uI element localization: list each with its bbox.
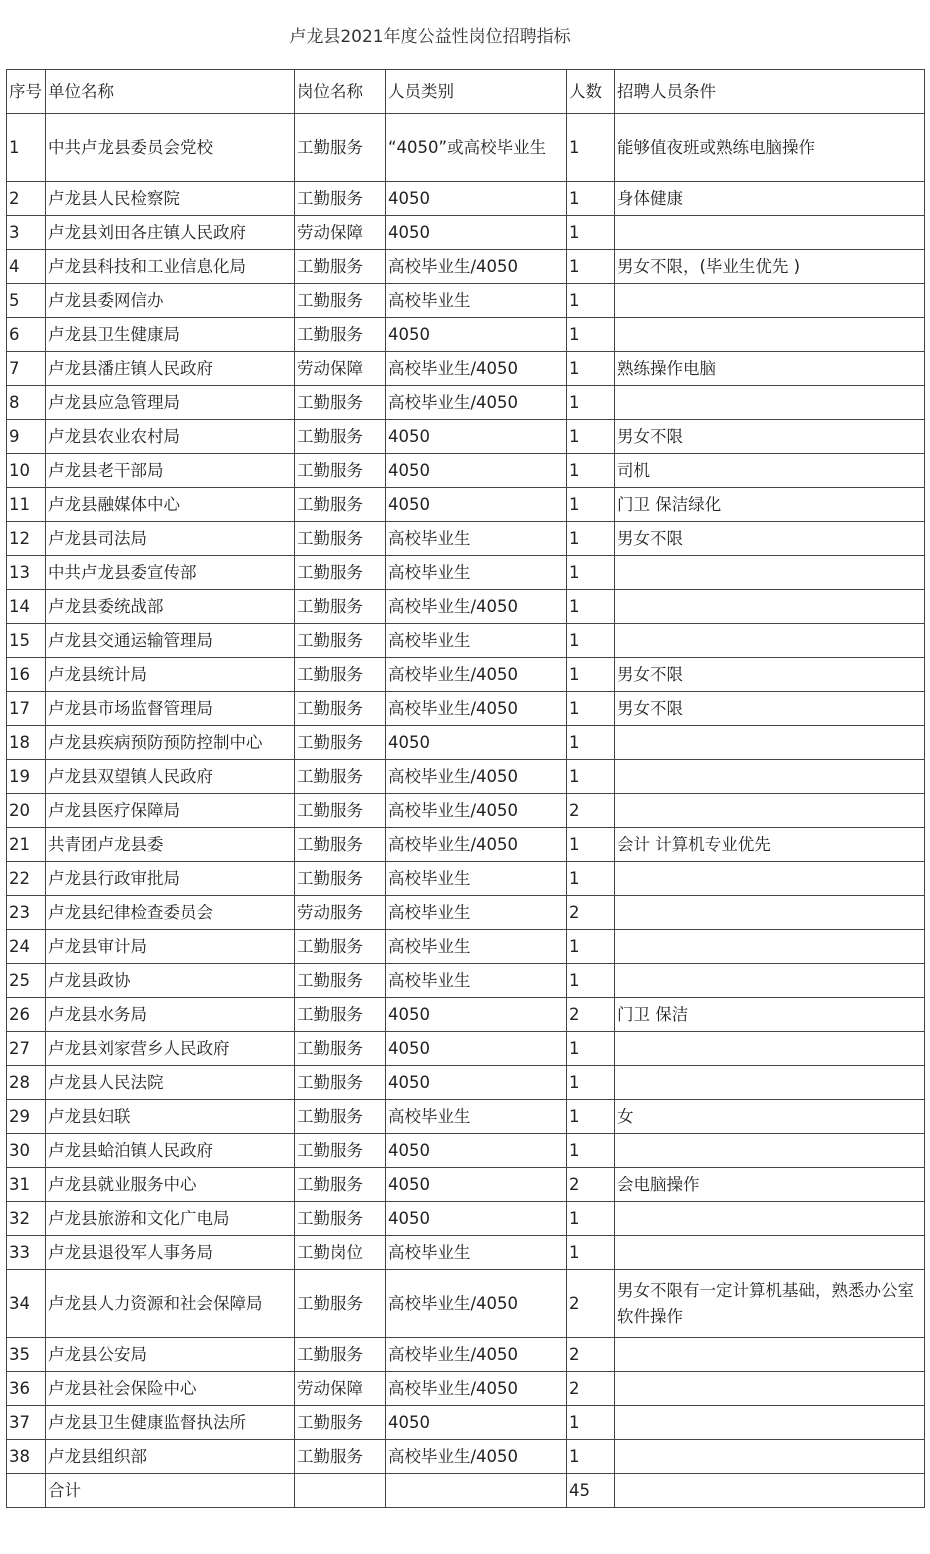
row-category: 4050 (386, 998, 567, 1032)
table-row (7, 1066, 925, 1100)
row-conditions: 男女不限 (615, 522, 925, 556)
row-unit: 卢龙县统计局 (46, 658, 295, 692)
table-row (7, 658, 925, 692)
row-no: 17 (7, 692, 46, 726)
row-no: 28 (7, 1066, 46, 1100)
row-unit: 卢龙县交通运输管理局 (46, 624, 295, 658)
row-category: 高校毕业生/4050 (386, 658, 567, 692)
row-count: 1 (567, 828, 615, 862)
row-no: 6 (7, 318, 46, 352)
table-row (7, 522, 925, 556)
row-no: 37 (7, 1406, 46, 1440)
row-count: 2 (567, 1168, 615, 1202)
row-no: 32 (7, 1202, 46, 1236)
row-unit: 卢龙县妇联 (46, 1100, 295, 1134)
row-count: 1 (567, 420, 615, 454)
row-conditions (615, 964, 925, 998)
row-conditions (615, 284, 925, 318)
row-unit: 卢龙县组织部 (46, 1440, 295, 1474)
table-row (7, 1440, 925, 1474)
row-conditions: 会计 计算机专业优先 (615, 828, 925, 862)
row-count: 1 (567, 182, 615, 216)
table-row (7, 896, 925, 930)
row-unit: 卢龙县潘庄镇人民政府 (46, 352, 295, 386)
row-category: 高校毕业生 (386, 862, 567, 896)
row-conditions (615, 1202, 925, 1236)
row-no: 25 (7, 964, 46, 998)
row-count: 1 (567, 454, 615, 488)
table-row (7, 1236, 925, 1270)
row-count: 1 (567, 1406, 615, 1440)
table-row (7, 998, 925, 1032)
row-conditions (615, 590, 925, 624)
row-count: 2 (567, 794, 615, 828)
row-count: 1 (567, 1202, 615, 1236)
row-category: 4050 (386, 1032, 567, 1066)
row-count: 1 (567, 692, 615, 726)
row-conditions (615, 1134, 925, 1168)
row-conditions (615, 556, 925, 590)
row-unit: 卢龙县刘田各庄镇人民政府 (46, 216, 295, 250)
row-category: 高校毕业生/4050 (386, 1440, 567, 1474)
table-row (7, 590, 925, 624)
row-post: 工勤服务 (295, 1032, 386, 1066)
row-post: 劳动保障 (295, 216, 386, 250)
row-post: 工勤服务 (295, 386, 386, 420)
row-count: 2 (567, 1270, 615, 1338)
row-no: 15 (7, 624, 46, 658)
row-unit: 卢龙县应急管理局 (46, 386, 295, 420)
row-post: 工勤服务 (295, 1440, 386, 1474)
row-category: 高校毕业生/4050 (386, 386, 567, 420)
row-conditions: 熟练操作电脑 (615, 352, 925, 386)
table-row (7, 182, 925, 216)
table-row (7, 216, 925, 250)
row-count: 1 (567, 488, 615, 522)
total-no (7, 1474, 46, 1508)
row-unit: 卢龙县医疗保障局 (46, 794, 295, 828)
table-row (7, 1372, 925, 1406)
table-row (7, 692, 925, 726)
row-conditions: 男女不限 (615, 658, 925, 692)
row-category: 高校毕业生/4050 (386, 692, 567, 726)
row-count: 1 (567, 760, 615, 794)
row-conditions: 男女不限 (615, 692, 925, 726)
row-unit: 卢龙县政协 (46, 964, 295, 998)
row-no: 18 (7, 726, 46, 760)
table-row (7, 318, 925, 352)
row-conditions (615, 726, 925, 760)
row-conditions: 男女不限有一定计算机基础，熟悉办公室软件操作 (615, 1270, 925, 1338)
row-no: 31 (7, 1168, 46, 1202)
row-no: 26 (7, 998, 46, 1032)
row-category: 高校毕业生 (386, 556, 567, 590)
total-count: 45 (567, 1474, 615, 1508)
row-post: 工勤服务 (295, 726, 386, 760)
row-conditions: 门卫 保洁绿化 (615, 488, 925, 522)
row-no: 33 (7, 1236, 46, 1270)
row-count: 1 (567, 1032, 615, 1066)
row-category: “4050”或高校毕业生 (386, 114, 567, 182)
table-row (7, 420, 925, 454)
header-count: 人数 (567, 70, 615, 114)
row-post: 工勤服务 (295, 1270, 386, 1338)
row-unit: 卢龙县老干部局 (46, 454, 295, 488)
table-row (7, 726, 925, 760)
row-count: 1 (567, 590, 615, 624)
total-conditions (615, 1474, 925, 1508)
row-unit: 卢龙县刘家营乡人民政府 (46, 1032, 295, 1066)
row-conditions (615, 794, 925, 828)
header-category: 人员类别 (386, 70, 567, 114)
row-unit: 共青团卢龙县委 (46, 828, 295, 862)
row-unit: 卢龙县融媒体中心 (46, 488, 295, 522)
row-post: 工勤服务 (295, 1406, 386, 1440)
row-no: 14 (7, 590, 46, 624)
row-no: 4 (7, 250, 46, 284)
table-header-row (7, 70, 925, 114)
row-post: 工勤服务 (295, 1338, 386, 1372)
row-count: 1 (567, 1440, 615, 1474)
row-category: 高校毕业生/4050 (386, 1270, 567, 1338)
table-row (7, 828, 925, 862)
row-post: 工勤服务 (295, 794, 386, 828)
row-category: 4050 (386, 318, 567, 352)
row-count: 2 (567, 896, 615, 930)
row-unit: 卢龙县纪律检查委员会 (46, 896, 295, 930)
row-unit: 卢龙县委统战部 (46, 590, 295, 624)
header-no: 序号 (7, 70, 46, 114)
row-conditions (615, 896, 925, 930)
row-unit: 卢龙县公安局 (46, 1338, 295, 1372)
row-conditions: 身体健康 (615, 182, 925, 216)
table-row (7, 1032, 925, 1066)
row-category: 高校毕业生 (386, 1236, 567, 1270)
row-count: 1 (567, 250, 615, 284)
row-no: 2 (7, 182, 46, 216)
table-row (7, 1338, 925, 1372)
row-post: 工勤服务 (295, 488, 386, 522)
row-count: 1 (567, 1236, 615, 1270)
row-conditions (615, 216, 925, 250)
row-unit: 中共卢龙县委员会党校 (46, 114, 295, 182)
total-category (386, 1474, 567, 1508)
row-count: 2 (567, 1372, 615, 1406)
row-post: 工勤服务 (295, 1168, 386, 1202)
row-category: 4050 (386, 1406, 567, 1440)
row-conditions (615, 318, 925, 352)
row-category: 4050 (386, 454, 567, 488)
table-row (7, 454, 925, 488)
row-unit: 卢龙县行政审批局 (46, 862, 295, 896)
row-post: 工勤服务 (295, 828, 386, 862)
row-post: 工勤服务 (295, 1100, 386, 1134)
header-unit: 单位名称 (46, 70, 295, 114)
table-row (7, 1100, 925, 1134)
row-post: 工勤服务 (295, 998, 386, 1032)
row-unit: 卢龙县疾病预防预防控制中心 (46, 726, 295, 760)
row-category: 4050 (386, 420, 567, 454)
row-post: 劳动保障 (295, 1372, 386, 1406)
row-unit: 卢龙县科技和工业信息化局 (46, 250, 295, 284)
row-conditions (615, 1372, 925, 1406)
row-conditions (615, 1236, 925, 1270)
row-no: 5 (7, 284, 46, 318)
row-conditions (615, 386, 925, 420)
row-no: 19 (7, 760, 46, 794)
row-conditions (615, 1032, 925, 1066)
row-post: 工勤服务 (295, 114, 386, 182)
row-post: 工勤服务 (295, 284, 386, 318)
row-conditions (615, 862, 925, 896)
row-conditions: 司机 (615, 454, 925, 488)
row-category: 高校毕业生/4050 (386, 760, 567, 794)
row-unit: 卢龙县就业服务中心 (46, 1168, 295, 1202)
row-count: 1 (567, 556, 615, 590)
row-category: 高校毕业生 (386, 624, 567, 658)
row-count: 1 (567, 1134, 615, 1168)
row-conditions (615, 930, 925, 964)
table-row (7, 1168, 925, 1202)
row-conditions (615, 1406, 925, 1440)
row-category: 高校毕业生/4050 (386, 1372, 567, 1406)
row-unit: 卢龙县卫生健康局 (46, 318, 295, 352)
row-post: 工勤服务 (295, 454, 386, 488)
row-category: 4050 (386, 1134, 567, 1168)
recruitment-table (6, 69, 925, 1508)
row-no: 16 (7, 658, 46, 692)
row-unit: 卢龙县市场监督管理局 (46, 692, 295, 726)
row-count: 1 (567, 1066, 615, 1100)
row-no: 34 (7, 1270, 46, 1338)
row-category: 高校毕业生 (386, 896, 567, 930)
table-row (7, 760, 925, 794)
row-conditions (615, 1338, 925, 1372)
row-post: 工勤服务 (295, 624, 386, 658)
row-category: 高校毕业生/4050 (386, 794, 567, 828)
row-count: 1 (567, 114, 615, 182)
row-unit: 卢龙县人民法院 (46, 1066, 295, 1100)
table-row (7, 794, 925, 828)
row-unit: 卢龙县卫生健康监督执法所 (46, 1406, 295, 1440)
row-category: 高校毕业生/4050 (386, 250, 567, 284)
row-count: 1 (567, 386, 615, 420)
row-category: 4050 (386, 182, 567, 216)
table-row (7, 1406, 925, 1440)
row-category: 4050 (386, 1202, 567, 1236)
table-row (7, 1202, 925, 1236)
total-label: 合计 (46, 1474, 295, 1508)
row-category: 高校毕业生 (386, 930, 567, 964)
row-post: 工勤服务 (295, 760, 386, 794)
row-conditions (615, 1066, 925, 1100)
row-count: 1 (567, 658, 615, 692)
row-unit: 卢龙县人民检察院 (46, 182, 295, 216)
row-post: 工勤服务 (295, 590, 386, 624)
row-category: 4050 (386, 488, 567, 522)
row-unit: 卢龙县审计局 (46, 930, 295, 964)
row-unit: 卢龙县水务局 (46, 998, 295, 1032)
row-category: 高校毕业生 (386, 964, 567, 998)
row-unit: 卢龙县司法局 (46, 522, 295, 556)
table-row (7, 862, 925, 896)
row-unit: 卢龙县双望镇人民政府 (46, 760, 295, 794)
row-no: 30 (7, 1134, 46, 1168)
row-conditions: 能够值夜班或熟练电脑操作 (615, 114, 925, 182)
row-post: 工勤服务 (295, 420, 386, 454)
row-post: 工勤服务 (295, 658, 386, 692)
row-unit: 卢龙县人力资源和社会保障局 (46, 1270, 295, 1338)
row-category: 高校毕业生 (386, 1100, 567, 1134)
row-category: 4050 (386, 726, 567, 760)
row-count: 1 (567, 624, 615, 658)
header-conditions: 招聘人员条件 (615, 70, 925, 114)
row-post: 劳动保障 (295, 352, 386, 386)
row-unit: 卢龙县委网信办 (46, 284, 295, 318)
row-unit: 卢龙县蛤泊镇人民政府 (46, 1134, 295, 1168)
row-no: 27 (7, 1032, 46, 1066)
row-post: 工勤岗位 (295, 1236, 386, 1270)
row-category: 高校毕业生/4050 (386, 1338, 567, 1372)
table-row (7, 624, 925, 658)
row-category: 4050 (386, 1066, 567, 1100)
row-no: 10 (7, 454, 46, 488)
row-post: 工勤服务 (295, 862, 386, 896)
row-conditions: 门卫 保洁 (615, 998, 925, 1032)
row-no: 36 (7, 1372, 46, 1406)
row-no: 23 (7, 896, 46, 930)
row-post: 工勤服务 (295, 522, 386, 556)
row-conditions: 女 (615, 1100, 925, 1134)
table-row (7, 488, 925, 522)
row-count: 1 (567, 216, 615, 250)
table-row (7, 930, 925, 964)
row-no: 21 (7, 828, 46, 862)
row-conditions: 男女不限 (615, 420, 925, 454)
row-post: 工勤服务 (295, 318, 386, 352)
page-title: 卢龙县2021年度公益性岗位招聘指标 (289, 27, 571, 47)
table-row (7, 250, 925, 284)
row-post: 工勤服务 (295, 1066, 386, 1100)
row-category: 高校毕业生/4050 (386, 828, 567, 862)
row-post: 工勤服务 (295, 182, 386, 216)
table-row (7, 1134, 925, 1168)
row-no: 22 (7, 862, 46, 896)
row-category: 4050 (386, 1168, 567, 1202)
row-no: 3 (7, 216, 46, 250)
row-count: 2 (567, 998, 615, 1032)
row-no: 8 (7, 386, 46, 420)
row-post: 工勤服务 (295, 556, 386, 590)
table-row (7, 386, 925, 420)
header-post: 岗位名称 (295, 70, 386, 114)
row-no: 38 (7, 1440, 46, 1474)
row-conditions (615, 760, 925, 794)
row-conditions: 男女不限，(毕业生优先 ) (615, 250, 925, 284)
row-post: 工勤服务 (295, 930, 386, 964)
row-count: 2 (567, 1338, 615, 1372)
row-unit: 卢龙县旅游和文化广电局 (46, 1202, 295, 1236)
row-no: 11 (7, 488, 46, 522)
table-row (7, 352, 925, 386)
row-conditions: 会电脑操作 (615, 1168, 925, 1202)
row-no: 29 (7, 1100, 46, 1134)
row-conditions (615, 1440, 925, 1474)
row-post: 工勤服务 (295, 250, 386, 284)
row-count: 1 (567, 284, 615, 318)
row-count: 1 (567, 1100, 615, 1134)
table-row (7, 964, 925, 998)
table-row (7, 114, 925, 182)
row-count: 1 (567, 862, 615, 896)
row-unit: 中共卢龙县委宣传部 (46, 556, 295, 590)
row-count: 1 (567, 726, 615, 760)
row-no: 7 (7, 352, 46, 386)
row-unit: 卢龙县社会保险中心 (46, 1372, 295, 1406)
row-post: 工勤服务 (295, 692, 386, 726)
total-row (7, 1474, 925, 1508)
row-category: 高校毕业生/4050 (386, 352, 567, 386)
table-row (7, 284, 925, 318)
row-no: 9 (7, 420, 46, 454)
table-row (7, 556, 925, 590)
row-no: 24 (7, 930, 46, 964)
row-category: 高校毕业生 (386, 284, 567, 318)
row-no: 20 (7, 794, 46, 828)
row-category: 高校毕业生 (386, 522, 567, 556)
row-category: 高校毕业生/4050 (386, 590, 567, 624)
row-post: 工勤服务 (295, 1134, 386, 1168)
row-count: 1 (567, 964, 615, 998)
total-post (295, 1474, 386, 1508)
row-no: 35 (7, 1338, 46, 1372)
row-unit: 卢龙县农业农村局 (46, 420, 295, 454)
row-post: 工勤服务 (295, 964, 386, 998)
table-row (7, 1270, 925, 1338)
row-count: 1 (567, 930, 615, 964)
row-count: 1 (567, 352, 615, 386)
row-category: 4050 (386, 216, 567, 250)
row-post: 劳动服务 (295, 896, 386, 930)
row-no: 12 (7, 522, 46, 556)
row-no: 1 (7, 114, 46, 182)
row-unit: 卢龙县退役军人事务局 (46, 1236, 295, 1270)
row-no: 13 (7, 556, 46, 590)
row-count: 1 (567, 522, 615, 556)
row-conditions (615, 624, 925, 658)
row-count: 1 (567, 318, 615, 352)
row-post: 工勤服务 (295, 1202, 386, 1236)
